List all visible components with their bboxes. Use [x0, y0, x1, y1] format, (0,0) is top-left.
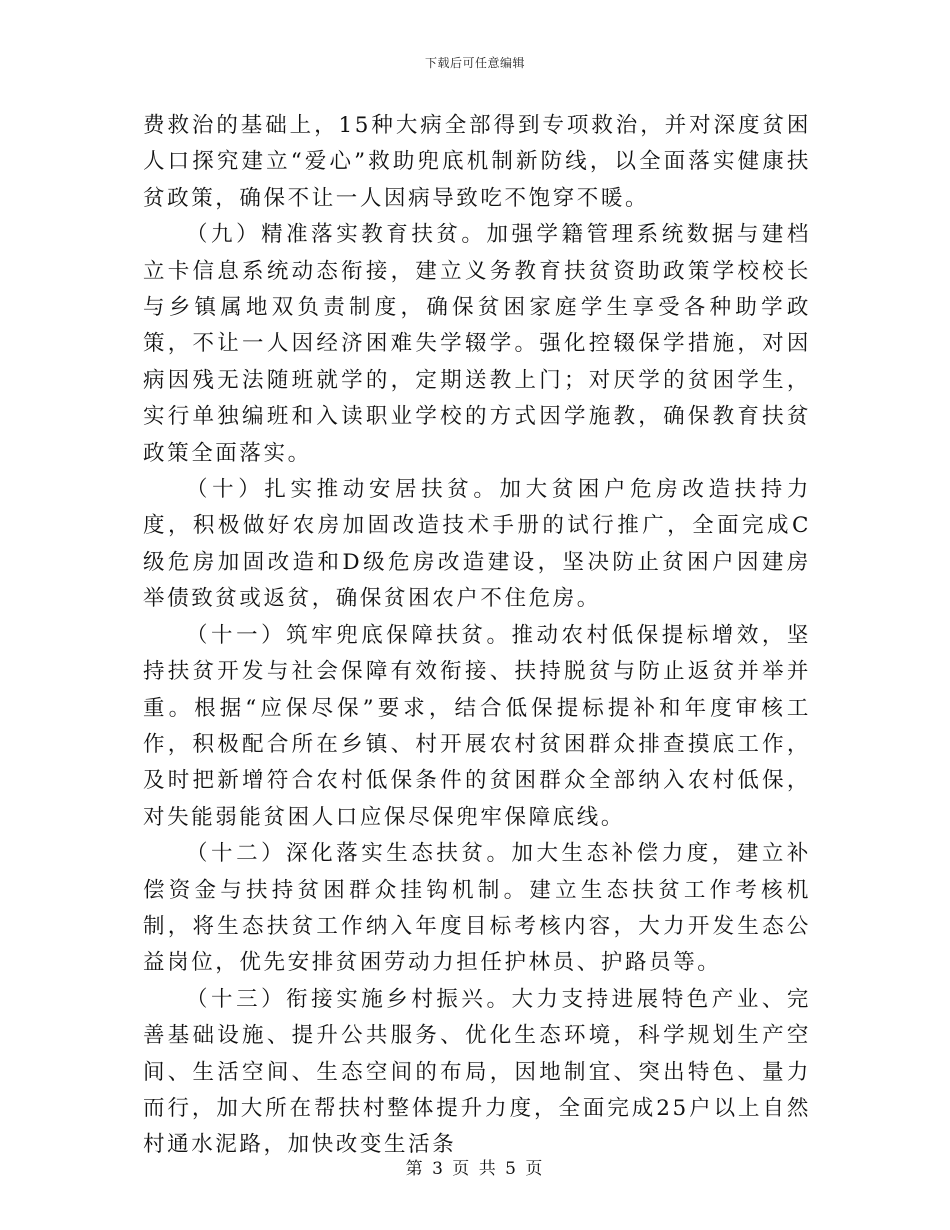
paragraph-education: （九）精准落实教育扶贫。加强学籍管理系统数据与建档立卡信息系统动态衔接，建立义务教育扶贫资助政策学校校长与乡镇属地双负责制度，确保贫困家庭学生享受各种助学政策，不让一人因经济困难失学辍学。强化控辍保学措施，对因病因残无法随班就学的，定期送教上门；对厌学的贫困学生，实行单独编班和入读职业学校的方式因学施教，确保教育扶贫政策全面落实。: [143, 222, 811, 466]
paragraph-ecology: （十二）深化落实生态扶贫。加大生态补偿力度，建立补偿资金与扶持贫困群众挂钩机制。建立生态扶贫工作考核机制，将生态扶贫工作纳入年度目标考核内容，大力开发生态公益岗位，优先安排贫困劳动力担任护林员、护路员等。: [143, 841, 811, 976]
paragraph-continued: 费救治的基础上，15种大病全部得到专项救治，并对深度贫困人口探究建立“爱心”救助兜底机制新防线，以全面落实健康扶贫政策，确保不让一人因病导致吃不饱穿不暖。: [143, 113, 811, 211]
document-body: [143, 108, 811, 1164]
paragraph-social-security: （十一）筑牢兜底保障扶贫。推动农村低保提标增效，坚持扶贫开发与社会保障有效衔接、扶持脱贫与防止返贫并举并重。根据“应保尽保”要求，结合低保提标提补和年度审核工作，积极配合所在乡镇、村开展农村贫困群众排查摸底工作，及时把新增符合农村低保条件的贫困群众全部纳入农村低保，对失能弱能贫困人口应保尽保兜牢保障底线。: [143, 622, 811, 830]
paragraph-rural-revitalization: （十三）衔接实施乡村振兴。大力支持进展特色产业、完善基础设施、提升公共服务、优化生态环境，科学规划生产空间、生活空间、生态空间的布局，因地制宜、突出特色、量力而行，加大所在帮扶村整体提升力度，全面完成25户以上自然村通水泥路，加快改变生活条: [143, 986, 811, 1158]
page-number: 第 3 页 共 5 页: [405, 1159, 545, 1179]
page-header: 下载后可任意编辑: [424, 56, 525, 70]
paragraph-housing: （十）扎实推动安居扶贫。加大贫困户危房改造扶持力度，积极做好农房加固改造技术手册的试行推广，全面完成C级危房加固改造和D级危房改造建设，坚决防止贫困户因建房举债致贫或返贫，确保贫困农户不住危房。: [143, 477, 811, 612]
